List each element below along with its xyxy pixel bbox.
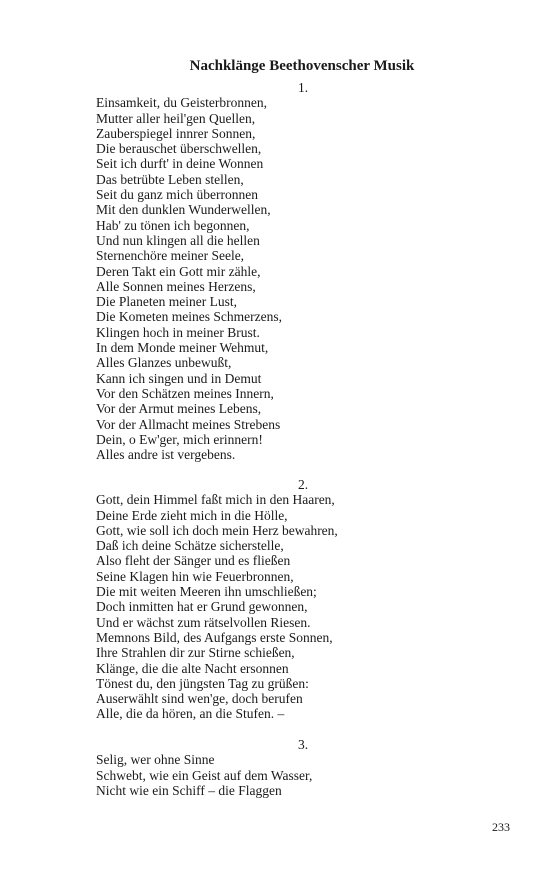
verse-line: Doch inmitten hat er Grund gewonnen, bbox=[96, 599, 308, 615]
verse-line: Einsamkeit, du Geisterbronnen, bbox=[96, 95, 267, 111]
verse-line: Tönest du, den jüngsten Tag zu grüßen: bbox=[96, 675, 309, 691]
poem-section-3 bbox=[96, 737, 510, 798]
verse-lines bbox=[96, 752, 510, 798]
verse-line: Also fleht der Sänger und es fließen bbox=[96, 553, 291, 569]
poem-title: Nachklänge Beethovenscher Musik bbox=[189, 58, 415, 74]
poem-section-2 bbox=[96, 477, 510, 722]
verse-line: Selig, wer ohne Sinne bbox=[96, 752, 215, 768]
verse-line: Seine Klagen hin wie Feuerbronnen, bbox=[96, 568, 294, 584]
verse-line: Kann ich singen und in Demut bbox=[96, 370, 262, 386]
verse-line: Die berauschet überschwellen, bbox=[96, 141, 262, 157]
verse-line: Und nun klingen all die hellen bbox=[96, 232, 260, 248]
verse-line: Alles andre ist vergebens. bbox=[96, 447, 236, 463]
page-number: 233 bbox=[492, 820, 510, 834]
poem-section-1 bbox=[96, 80, 510, 462]
verse-line: Dein, o Ew'ger, mich erinnern! bbox=[96, 431, 263, 447]
verse-line: Klingen hoch in meiner Brust. bbox=[96, 324, 260, 340]
verse-line: Zauberspiegel innrer Sonnen, bbox=[96, 125, 256, 141]
verse-line: Sternenchöre meiner Seele, bbox=[96, 248, 245, 264]
verse-line: Das betrübte Leben stellen, bbox=[96, 171, 244, 187]
section-number: 1. bbox=[297, 80, 309, 95]
verse-line: Mutter aller heil'gen Quellen, bbox=[96, 110, 256, 126]
verse-line: Alle, die da hören, an die Stufen. – bbox=[96, 706, 285, 722]
verse-line: Vor der Armut meines Lebens, bbox=[96, 401, 262, 417]
verse-line: Schwebt, wie ein Geist auf dem Wasser, bbox=[96, 767, 313, 783]
verse-line: Deren Takt ein Gott mir zähle, bbox=[96, 263, 261, 279]
verse-line: Nicht wie ein Schiff – die Flaggen bbox=[96, 782, 282, 798]
verse-line: Die Kometen meines Schmerzens, bbox=[96, 309, 282, 325]
verse-lines bbox=[96, 95, 510, 462]
verse-line: Und er wächst zum rätselvollen Riesen. bbox=[96, 614, 311, 630]
verse-line: Seit ich durft' in deine Wonnen bbox=[96, 156, 264, 172]
verse-lines bbox=[96, 492, 510, 721]
verse-line: Mit den dunklen Wunderwellen, bbox=[96, 202, 271, 218]
verse-line: In dem Monde meiner Wehmut, bbox=[96, 340, 269, 356]
verse-line: Die Planeten meiner Lust, bbox=[96, 294, 237, 310]
verse-line: Ihre Strahlen dir zur Stirne schießen, bbox=[96, 645, 295, 661]
verse-line: Memnons Bild, des Aufgangs erste Sonnen, bbox=[96, 629, 333, 645]
verse-line: Alles Glanzes unbewußt, bbox=[96, 355, 232, 371]
section-number: 2. bbox=[297, 477, 309, 492]
verse-line: Vor den Schätzen meines Innern, bbox=[96, 385, 274, 401]
verse-line: Gott, dein Himmel faßt mich in den Haaren, bbox=[96, 492, 335, 508]
verse-line: Klänge, die die alte Nacht ersonnen bbox=[96, 660, 289, 676]
verse-line: Gott, wie soll ich doch mein Herz bewahren, bbox=[96, 522, 338, 538]
verse-line: Seit du ganz mich überronnen bbox=[96, 187, 258, 203]
verse-line: Deine Erde zieht mich in die Hölle, bbox=[96, 507, 288, 523]
verse-line: Hab' zu tönen ich begonnen, bbox=[96, 217, 250, 233]
verse-line: Die mit weiten Meeren ihn umschließen; bbox=[96, 584, 317, 600]
verse-line: Alle Sonnen meines Herzens, bbox=[96, 278, 256, 294]
verse-line: Vor der Allmacht meines Strebens bbox=[96, 416, 281, 432]
section-number: 3. bbox=[297, 737, 309, 752]
verse-line: Auserwählt sind wen'ge, doch berufen bbox=[96, 691, 303, 707]
verse-line: Daß ich deine Schätze sicherstelle, bbox=[96, 538, 284, 554]
